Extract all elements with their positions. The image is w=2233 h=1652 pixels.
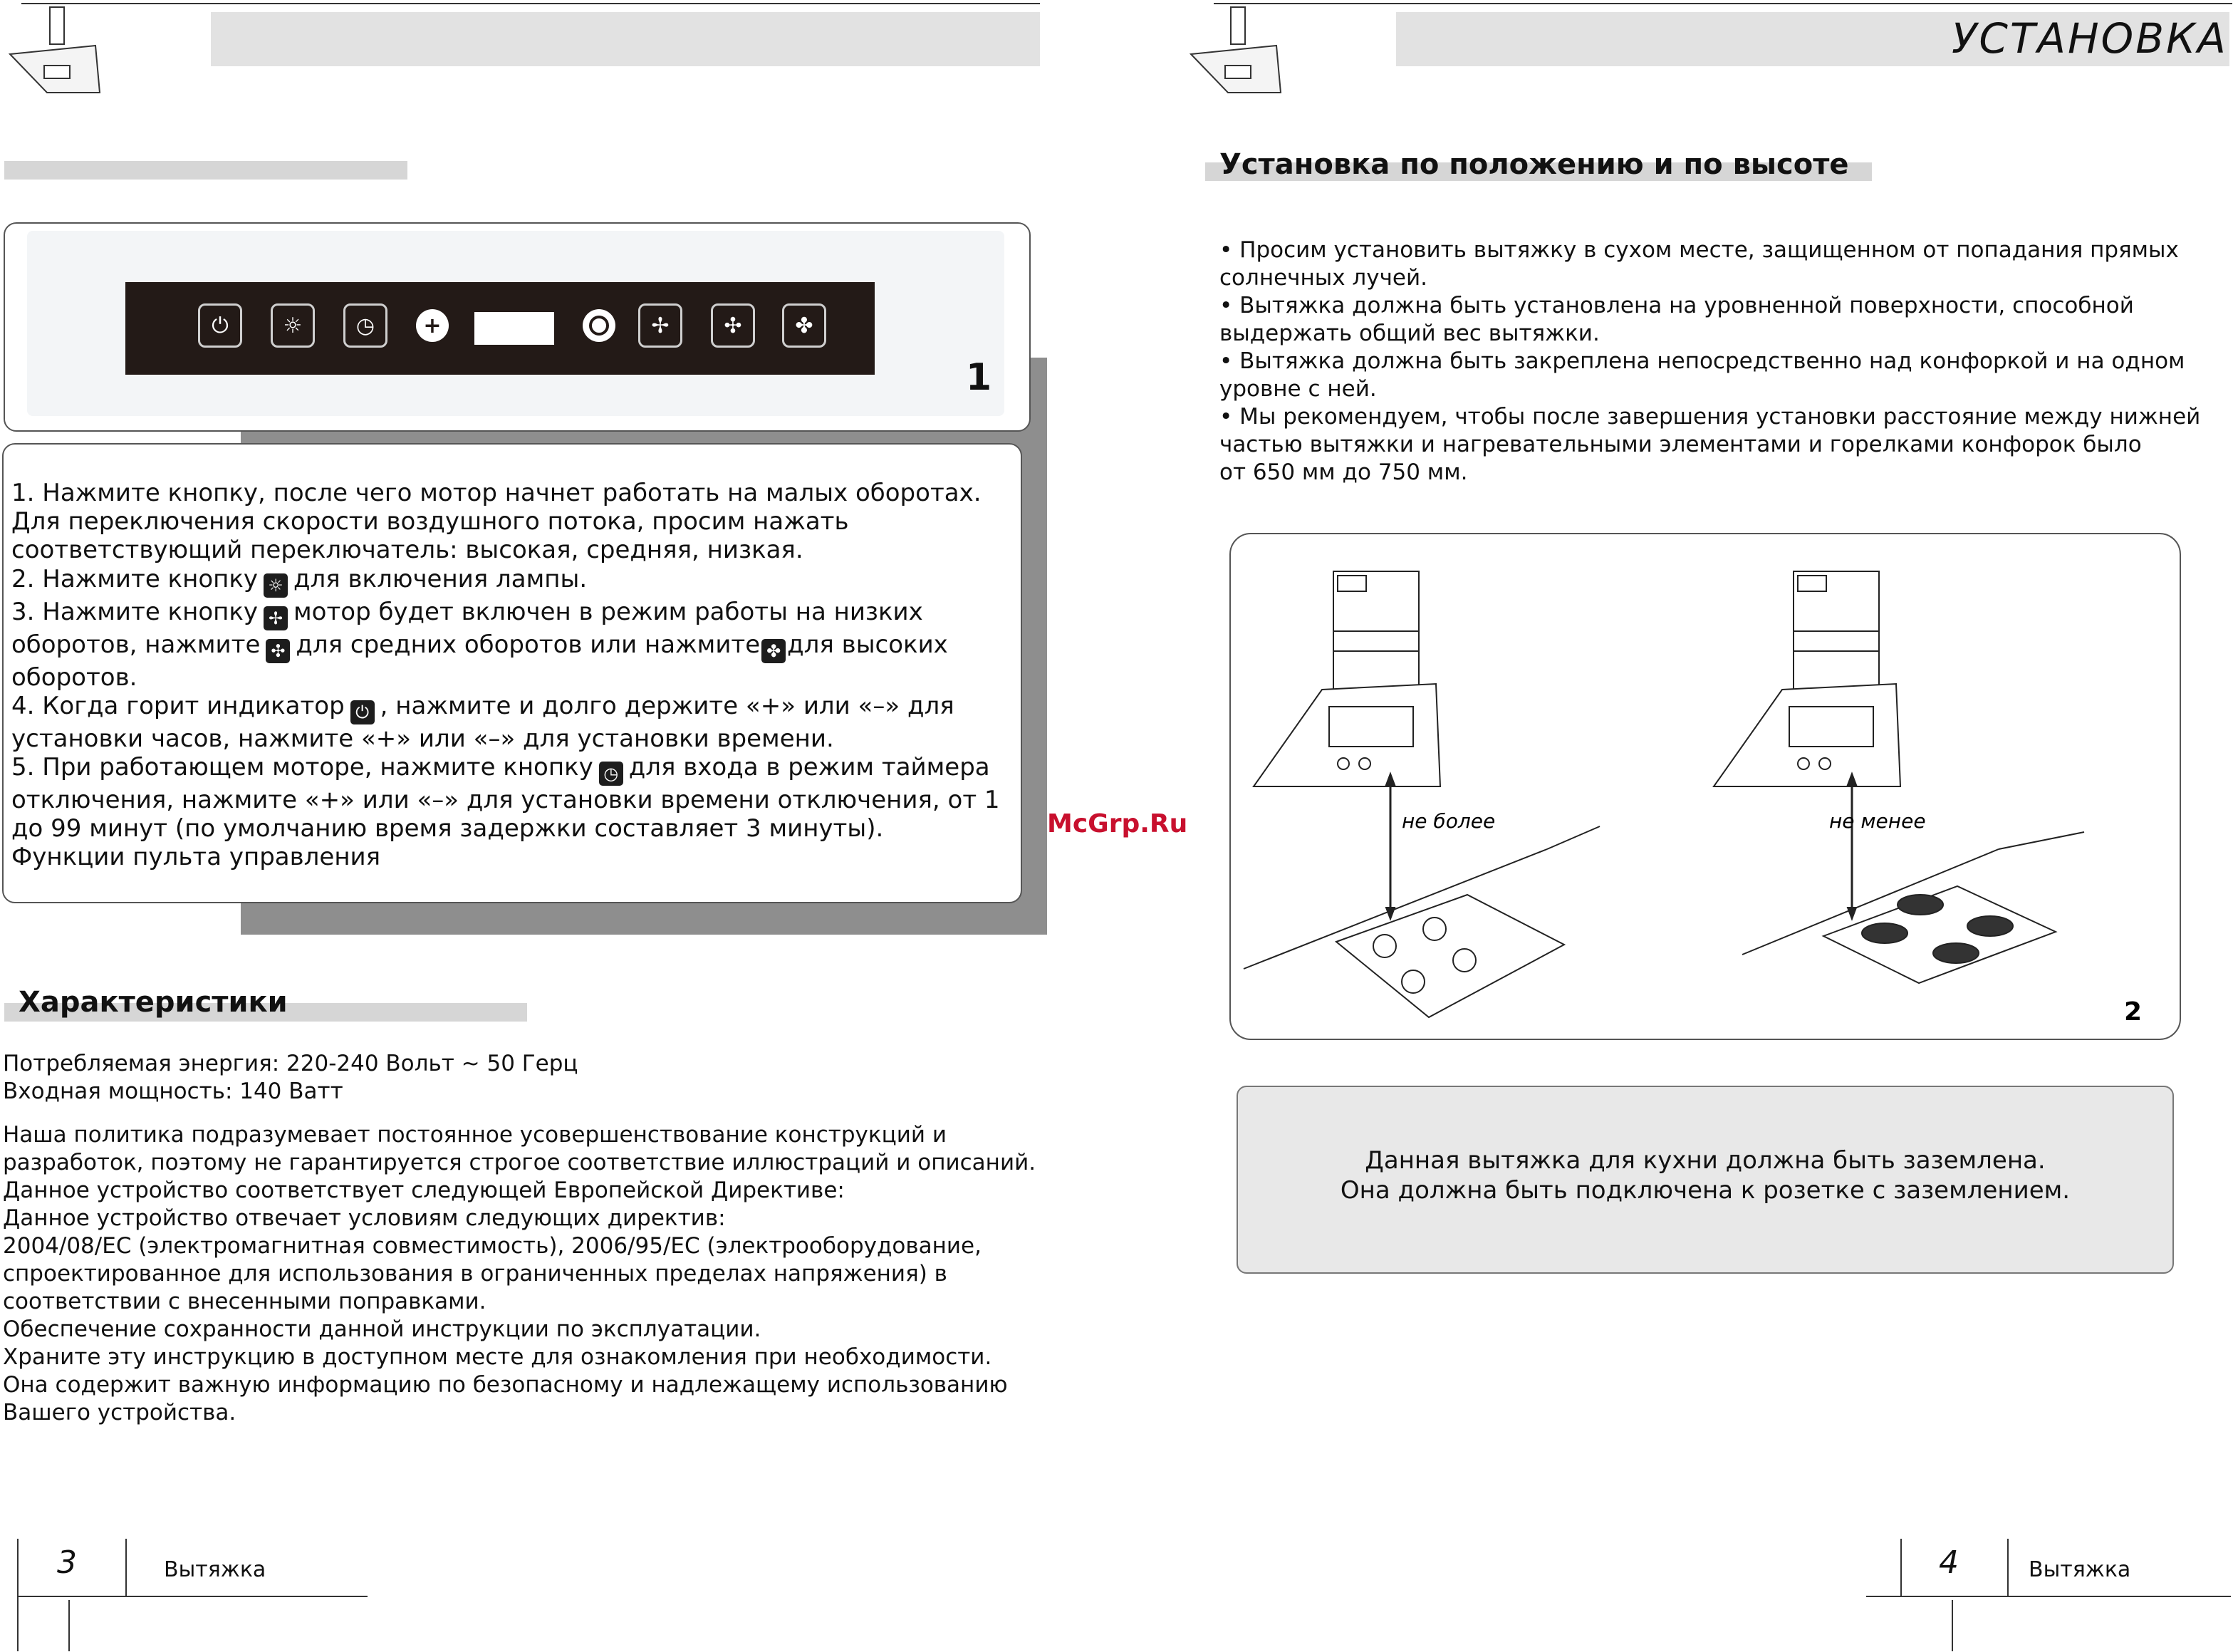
section-bar-empty [4, 161, 407, 180]
fan-high-icon: ✤ [795, 313, 813, 338]
policy-line: Обеспечение сохранности данной инструкции по эксплуатации. [3, 1316, 761, 1342]
light-button[interactable] [271, 303, 315, 348]
instruction-line: до 99 минут (по умолчанию время задержки составляет 3 минуты). [11, 814, 884, 843]
fan-low-button[interactable] [638, 303, 682, 348]
figure-number-1: 1 [966, 356, 992, 399]
footer-rule [17, 1539, 19, 1651]
policy-line: Наша политика подразумевает постоянное усовершенствование конструкций и [3, 1122, 947, 1148]
hood-illustration [1229, 533, 2181, 1040]
bullet-line: частью вытяжки и нагревательными элементами и горелками конфорок было [1219, 432, 2142, 457]
fan-medium-icon: ✣ [266, 639, 290, 663]
spec-line: Входная мощность: 140 Ватт [3, 1079, 343, 1104]
power-button[interactable] [198, 303, 242, 348]
light-icon: ☼ [283, 313, 303, 338]
header-rule-right [1214, 3, 2232, 4]
characteristics-title: Характеристики [19, 986, 288, 1019]
bullet-line: от 650 мм до 750 мм. [1219, 459, 1468, 485]
policy-line: 2004/08/EC (электромагнитная совместимость), 2006/95/EC (электрооборудование, [3, 1233, 982, 1259]
install-section-title: Установка по положению и по высоте [1219, 148, 1849, 181]
header-rule-left [21, 3, 1040, 4]
fan-medium-button[interactable] [711, 303, 755, 348]
bullet-line: • Мы рекомендуем, чтобы после завершения установки расстояние между нижней [1219, 404, 2201, 430]
policy-line: спроектированное для использования в ограниченных пределах напряжения) в [3, 1261, 947, 1287]
install-bullets [1219, 237, 2200, 487]
policy-line: Данное устройство отвечает условиям следующих директив: [3, 1205, 726, 1231]
footer-rule [17, 1596, 368, 1597]
policy-line: Вашего устройства. [3, 1400, 236, 1425]
policy-line: разработок, поэтому не гарантируется строгое соответствие иллюстраций и описаний. [3, 1150, 1036, 1175]
bullet-line: уровне с ней. [1219, 376, 1377, 402]
ring-icon [589, 316, 609, 336]
instruction-line: установки часов, нажмите «+» или «–» для установки времени. [11, 724, 834, 753]
label-not-more: не более [1402, 809, 1496, 833]
bullet-line: • Вытяжка должна быть закреплена непосредственно над конфоркой и на одном [1219, 348, 2185, 374]
instruction-line: 2. Нажмите кнопку ☼ для включения лампы. [11, 565, 1016, 598]
footer-rule [1866, 1596, 2231, 1597]
page-title: УСТАНОВКА [1952, 14, 2228, 63]
bullet-line: • Просим установить вытяжку в сухом месте, защищенном от попадания прямых [1219, 237, 2179, 263]
grounding-note [1237, 1146, 2174, 1205]
spec-line: Потребляемая энергия: 220-240 Вольт ~ 50 Герц [3, 1051, 578, 1076]
fan-high-button[interactable] [782, 303, 826, 348]
display-screen [474, 312, 554, 345]
fan-medium-icon: ✣ [724, 313, 742, 338]
bullet-line: солнечных лучей. [1219, 265, 1427, 291]
hood-logo-right [1188, 4, 1285, 97]
fan-high-icon: ✤ [761, 639, 786, 663]
instruction-line: 5. При работающем моторе, нажмите кнопку ◷ для входа в режим таймера [11, 753, 1016, 786]
footer-rule [68, 1600, 70, 1651]
page-number: 4 [1939, 1544, 1959, 1581]
plus-icon: + [423, 313, 442, 338]
instruction-line: Функции пульта управления [11, 843, 381, 872]
fan-low-icon: ✢ [651, 313, 670, 338]
specs [3, 1050, 578, 1106]
instruction-line: отключения, нажмите «+» или «–» для установки времени отключения, от 1 [11, 786, 1000, 815]
bullet-line: выдержать общий вес вытяжки. [1219, 321, 1600, 346]
clock-icon: ◷ [355, 313, 375, 338]
instruction-line: 4. Когда горит индикатор ⏻ , нажмите и долго держите «+» или «–» для [11, 692, 1016, 724]
power-icon: ⏻ [212, 313, 229, 338]
grounding-line: Данная вытяжка для кухни должна быть заземлена. [1365, 1146, 2046, 1175]
fan-low-icon: ✢ [264, 606, 288, 630]
policy-line: соответствии с внесенными поправками. [3, 1289, 486, 1314]
footer-rule [1900, 1539, 1902, 1596]
watermark: McGrp.Ru [1047, 809, 1188, 838]
policy-line: Она содержит важную информацию по безопасному и надлежащему использованию [3, 1372, 1008, 1398]
page-number: 3 [57, 1544, 77, 1581]
figure-number-2: 2 [2124, 997, 2143, 1027]
footer-rule [1952, 1600, 1953, 1651]
timer-button[interactable] [343, 303, 387, 348]
light-icon: ☼ [264, 573, 288, 598]
instruction-line: оборотов, нажмите ✣ для средних оборотов или нажмите ✤ для высоких [11, 630, 1016, 663]
policy-text [3, 1121, 1036, 1427]
instruction-line: 1. Нажмите кнопку, после чего мотор начнет работать на малых оборотах. [11, 479, 982, 507]
clock-icon: ◷ [599, 762, 623, 786]
instruction-line: оборотов. [11, 663, 137, 692]
footer-label: Вытяжка [2029, 1557, 2131, 1582]
policy-line: Данное устройство соответствует следующей Европейской Директиве: [3, 1178, 845, 1203]
label-not-less: не менее [1829, 809, 1926, 833]
minus-button[interactable] [583, 309, 615, 342]
bullet-line: • Вытяжка должна быть установлена на уровненной поверхности, способной [1219, 293, 2134, 318]
instruction-line: 3. Нажмите кнопку ✢ мотор будет включен в режим работы на низких [11, 598, 1016, 630]
instruction-line: соответствующий переключатель: высокая, средняя, низкая. [11, 536, 803, 565]
instruction-line: Для переключения скорости воздушного потока, просим нажать [11, 507, 849, 536]
power-icon: ⏻ [350, 700, 375, 724]
hood-logo-left [7, 4, 104, 97]
policy-line: Храните эту инструкцию в доступном месте для ознакомления при необходимости. [3, 1344, 992, 1370]
footer-label: Вытяжка [164, 1557, 266, 1582]
plus-button[interactable] [416, 309, 449, 342]
header-bar-left [211, 12, 1040, 66]
grounding-line: Она должна быть подключена к розетке с заземлением. [1340, 1176, 2071, 1205]
footer-rule [125, 1539, 127, 1596]
footer-rule [2007, 1539, 2009, 1596]
instructions [11, 479, 1016, 872]
